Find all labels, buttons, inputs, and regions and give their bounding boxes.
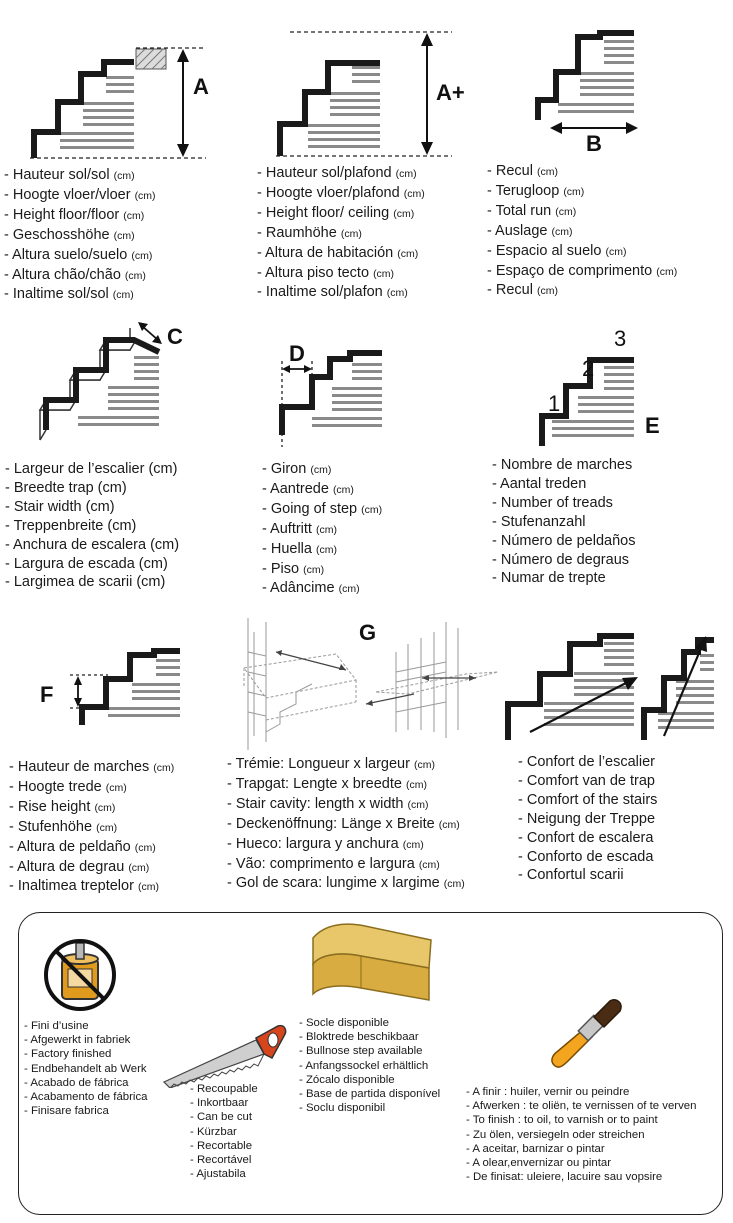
label-f: F: [40, 682, 54, 707]
list-item: - Deckenöffnung: Länge x Breite (cm): [227, 815, 460, 832]
list-item: - Breedte trap (cm): [5, 479, 127, 496]
list-total-run: [487, 162, 677, 301]
list-item: - Height floor/floor (cm): [4, 206, 145, 223]
list-item: - Piso (cm): [262, 560, 325, 577]
stair-comfort-diagram: [504, 628, 729, 743]
list-item: - Neigung der Treppe: [518, 810, 656, 827]
list-item: - Vão: comprimento e largura (cm): [227, 855, 440, 872]
stair-diagram-b: [534, 28, 644, 138]
list-item: - Recoupable: [190, 1083, 258, 1095]
list-item: - Giron (cm): [262, 461, 332, 477]
list-item: - Comfort of the stairs: [518, 791, 658, 808]
list-item: - Number of treads: [492, 494, 613, 511]
list-item: - Factory finished: [24, 1048, 112, 1061]
list-item: - Raumhöhe (cm): [257, 224, 362, 241]
list-to-finish: [466, 1085, 696, 1184]
list-item: - Stair cavity: length x width (cm): [227, 795, 429, 812]
list-item: - Terugloop (cm): [487, 182, 585, 199]
list-going: [262, 460, 382, 599]
list-item: - Confort de escalera: [518, 829, 654, 846]
saw-icon: [160, 1018, 290, 1088]
list-item: - Confort de l’escalier: [518, 754, 655, 770]
list-item: - Altura chão/chão (cm): [4, 266, 146, 283]
stair-diagram-a: [28, 40, 228, 165]
list-item: - Endbehandelt ab Werk: [24, 1062, 147, 1075]
list-item: - Hauteur sol/sol (cm): [4, 167, 135, 183]
stair-diagram-f: [70, 645, 185, 725]
list-item: - Soclu disponibil: [299, 1102, 386, 1115]
stair-diagram-c: [30, 318, 175, 453]
list-item: - Afwerken : te oliën, te vernissen of te verven: [466, 1100, 697, 1113]
list-item: - Recul (cm): [487, 163, 558, 179]
list-item: - Largura de escada (cm): [5, 555, 168, 572]
list-item: - Adâncime (cm): [262, 580, 360, 597]
list-item: - Base de partida disponível: [299, 1088, 441, 1101]
list-item: - Numar de trepte: [492, 570, 606, 587]
list-item: - Zócalo disponible: [299, 1073, 395, 1086]
label-c: C: [167, 324, 183, 349]
list-item: - Height floor/ ceiling (cm): [257, 204, 415, 221]
list-item: - Altura de degrau (cm): [9, 858, 150, 875]
list-item: - A olear,envernizar ou pintar: [466, 1157, 612, 1170]
list-item: - Total run (cm): [487, 202, 577, 219]
list-item: - To finish : to oil, to varnish or to paint: [466, 1114, 658, 1127]
list-item: - Huella (cm): [262, 540, 337, 557]
list-item: - Auslage (cm): [487, 222, 573, 239]
list-item: - Bullnose step available: [299, 1045, 423, 1058]
list-item: - Largeur de l’escalier (cm): [5, 461, 178, 477]
list-item: - Finisare fabrica: [24, 1105, 109, 1118]
list-item: - Hauteur sol/plafond (cm): [257, 165, 417, 181]
bullnose-step-icon: [305, 918, 435, 1013]
list-item: - Confortul scarii: [518, 867, 624, 884]
list-rise-height: [9, 758, 174, 897]
step-number-1: 1: [548, 391, 561, 416]
list-item: - De finisat: uleiere, lacuire sau vopsire: [466, 1171, 663, 1184]
list-item: - Inaltime sol/plafon (cm): [257, 284, 408, 301]
list-item: - Zu ölen, versiegeln oder streichen: [466, 1128, 645, 1141]
list-item: - Trapgat: Lengte x breedte (cm): [227, 775, 427, 792]
list-item: - Altura piso tecto (cm): [257, 264, 395, 281]
list-item: - Inaltimea treptelor (cm): [9, 878, 159, 895]
list-item: - Hoogte vloer/plafond (cm): [257, 184, 425, 201]
list-item: - Aantal treden: [492, 475, 587, 492]
label-a: A: [193, 74, 209, 99]
step-number-2: 2: [582, 356, 595, 381]
list-item: - Rise height (cm): [9, 798, 116, 815]
list-item: - Comfort van de trap: [518, 772, 655, 789]
list-item: - Stufenanzahl: [492, 513, 586, 530]
list-item: - Geschosshöhe (cm): [4, 226, 135, 243]
list-item: - Gol de scara: lungime x largime (cm): [227, 875, 465, 892]
list-item: - Inkortbaar: [190, 1097, 249, 1110]
list-item: - Hauteur de marches (cm): [9, 759, 175, 775]
list-item: - Espaço de comprimento (cm): [487, 262, 678, 279]
list-item: - Socle disponible: [299, 1017, 389, 1029]
list-item: - Altura de peldaño (cm): [9, 838, 156, 855]
list-item: - Bloktrede beschikbaar: [299, 1031, 419, 1044]
paint-brush-icon: [540, 995, 630, 1075]
label-e: E: [645, 413, 660, 438]
label-d: D: [289, 341, 305, 366]
stair-diagram-a-plus: [272, 28, 462, 163]
list-item: - Recortável: [190, 1154, 252, 1167]
list-item: - Aantrede (cm): [262, 480, 354, 497]
label-g: G: [359, 620, 377, 645]
list-stair-cavity: [227, 755, 465, 894]
list-item: - Auftritt (cm): [262, 520, 337, 537]
list-item: - Hoogte trede (cm): [9, 778, 127, 795]
list-item: - Ajustabila: [190, 1168, 246, 1181]
list-item: - Afgewerkt in fabriek: [24, 1034, 131, 1047]
list-item: - Recul (cm): [487, 282, 558, 299]
list-item: - Stair width (cm): [5, 498, 115, 515]
list-item: - Fini d’usine: [24, 1020, 89, 1032]
label-a-plus: A+: [436, 80, 465, 105]
list-item: - Altura de habitación (cm): [257, 244, 419, 261]
list-item: - Conforto de escada: [518, 848, 654, 865]
list-item: - Can be cut: [190, 1111, 253, 1124]
list-item: - Nombre de marches: [492, 457, 633, 473]
list-factory-finished: [24, 1019, 147, 1118]
list-item: - Hueco: largura y anchura (cm): [227, 835, 424, 852]
list-item: - Número de peldaños: [492, 532, 636, 549]
list-floor-to-floor: [4, 166, 156, 305]
list-item: - Hoogte vloer/vloer (cm): [4, 186, 156, 203]
list-can-be-cut: [190, 1082, 258, 1181]
list-item: - Anfangssockel erhältlich: [299, 1059, 429, 1072]
list-stair-width: [5, 460, 179, 592]
list-item: - Going of step (cm): [262, 500, 383, 517]
list-item: - A finir : huiler, vernir ou peindre: [466, 1086, 630, 1098]
list-item: - Recortable: [190, 1139, 253, 1152]
list-item: - Trémie: Longueur x largeur (cm): [227, 756, 435, 772]
list-item: - Número de degraus: [492, 551, 630, 568]
label-b: B: [586, 131, 602, 156]
list-item: - Anchura de escalera (cm): [5, 536, 180, 553]
list-stair-comfort: [518, 753, 657, 885]
list-item: - Acabamento de fábrica: [24, 1091, 148, 1104]
list-item: - Kürzbar: [190, 1125, 237, 1138]
list-item: - Treppenbreite (cm): [5, 517, 137, 534]
list-item: - Altura suelo/suelo (cm): [4, 246, 153, 263]
list-item: - Stufenhöhe (cm): [9, 818, 118, 835]
step-number-3: 3: [614, 326, 627, 351]
list-number-of-treads: [492, 456, 635, 588]
list-floor-to-ceiling: [257, 164, 425, 303]
list-item: - Acabado de fábrica: [24, 1076, 129, 1089]
list-bullnose-available: [299, 1016, 440, 1115]
list-item: - A aceitar, barnizar o pintar: [466, 1142, 605, 1155]
list-item: - Inaltime sol/sol (cm): [4, 286, 134, 303]
list-item: - Espacio al suelo (cm): [487, 242, 627, 259]
list-item: - Largimea de scarii (cm): [5, 574, 166, 591]
no-paint-icon: [40, 935, 120, 1015]
